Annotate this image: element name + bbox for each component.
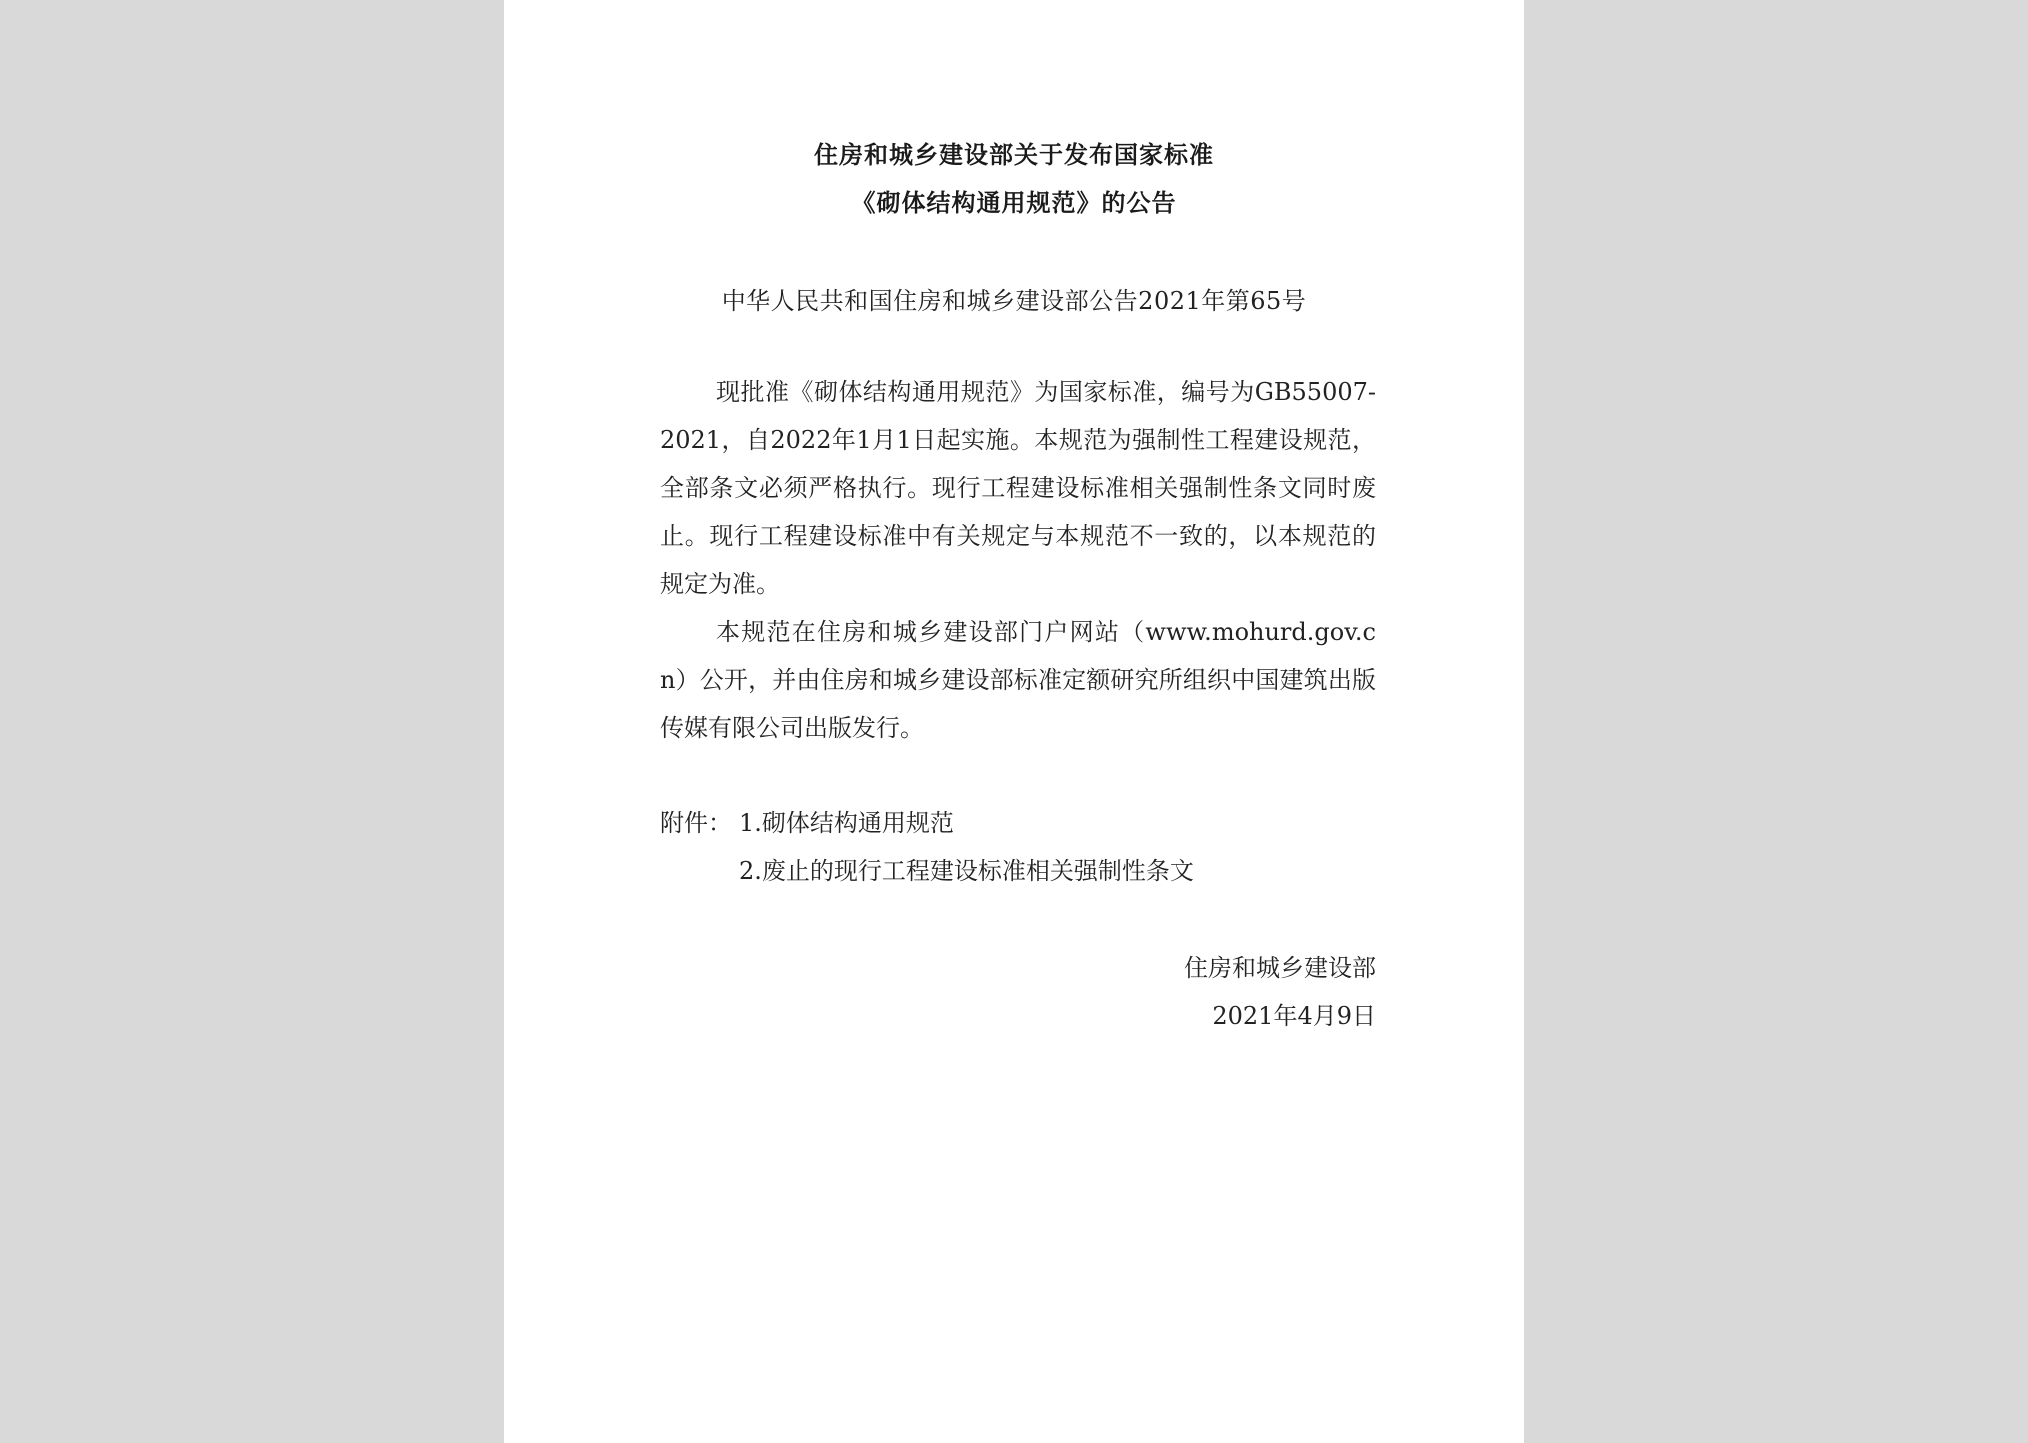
- document-page: [504, 0, 1524, 1443]
- signature-organization: 住房和城乡建设部: [1184, 954, 1376, 982]
- attachment-item-1: 1.砌体结构通用规范: [739, 809, 954, 837]
- paragraph-approval: 现批准《砌体结构通用规范》为国家标准，编号为GB55007-2021，自2022年1月1日起实施。本规范为强制性工程建设规范，全部条文必须严格执行。现行工程建设标准相关强制性条文同时废止。现行工程建设标准中有关规定与本规范不一致的，以本规范的规定为准。: [660, 378, 1376, 598]
- paragraph-publication: 本规范在住房和城乡建设部门户网站（www.mohurd.gov.cn）公开，并由住房和城乡建设部标准定额研究所组织中国建筑出版传媒有限公司出版发行。: [660, 618, 1376, 742]
- attachment-item-2: 2.废止的现行工程建设标准相关强制性条文: [739, 857, 1194, 885]
- signature-date: 2021年4月9日: [1212, 1002, 1376, 1030]
- document-number: 中华人民共和国住房和城乡建设部公告2021年第65号: [721, 287, 1307, 315]
- document-title-line1: 住房和城乡建设部关于发布国家标准: [814, 140, 1214, 169]
- document-title-line2: 《砌体结构通用规范》的公告: [851, 188, 1177, 217]
- attachments-label: 附件：: [660, 809, 732, 837]
